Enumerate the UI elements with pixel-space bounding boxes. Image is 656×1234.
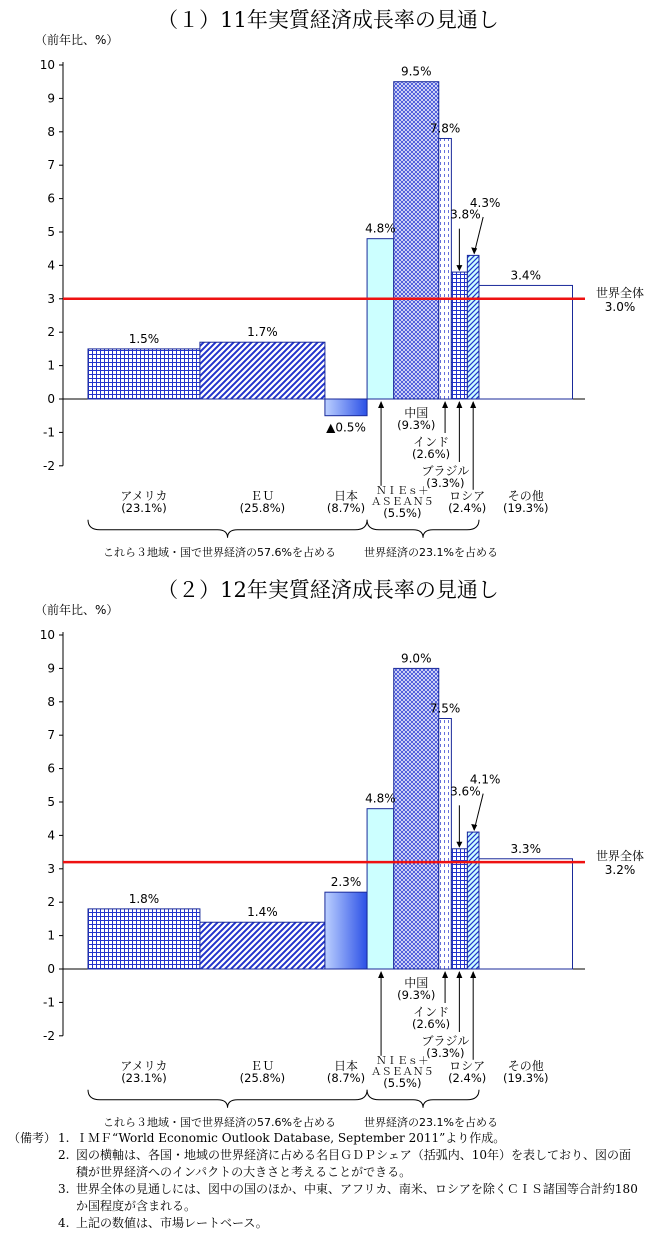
category-label-us: アメリカ [120, 1058, 168, 1073]
category-share-ru: (2.4%) [448, 500, 487, 515]
data-label-eu: 1.7% [247, 325, 278, 340]
arrow-ru-label [474, 217, 483, 253]
category-label-jp: 日本 [333, 488, 359, 503]
y-tick-label: 8 [47, 124, 55, 139]
category-share-in: (2.6%) [411, 447, 451, 461]
category-label-eu: ＥＵ [250, 1058, 275, 1073]
arrowhead [378, 401, 384, 408]
data-label-ru: 4.3% [469, 195, 501, 210]
y-tick-label: 2 [47, 895, 55, 910]
category-share-eu: (25.8%) [239, 1070, 286, 1085]
category-share-nies: (5.5%) [383, 505, 422, 520]
category-label-jp: 日本 [333, 1058, 359, 1073]
arrowhead [471, 824, 477, 831]
bar-in [439, 138, 452, 399]
group-note-left: これら３地域・国で世界経済の57.6%を占める [103, 1115, 337, 1129]
arrowhead [456, 401, 462, 408]
category-label-nies: ＮＩＥｓ＋ [376, 1054, 429, 1067]
category-label-cn: 中国 [404, 406, 429, 420]
y-tick-label: -2 [43, 458, 55, 473]
notes-label: （備考） [8, 1131, 57, 1145]
category-share-br: (3.3%) [426, 1046, 465, 1060]
y-tick-label: -2 [43, 1028, 55, 1043]
bar-in [439, 719, 452, 970]
category-share-jp: (8.7%) [326, 500, 366, 515]
note-text: 図の横軸は、各国・地域の世界経済に占める名目ＧＤＰシェア（括弧内、10年）を表しており、図の面積が世界経済へのインパクトの大きさと考えることができる。 [76, 1148, 632, 1179]
category-share-nies: (5.5%) [383, 1075, 422, 1090]
category-label-ru: ロシア [449, 1058, 486, 1073]
data-label-in: 7.8% [429, 121, 461, 136]
category-share-jp: (8.7%) [326, 1070, 366, 1085]
bar-jp [325, 399, 367, 416]
data-label-br: 3.8% [450, 207, 481, 222]
category-share-cn: (9.3%) [397, 988, 436, 1002]
category-share-other: (19.3%) [502, 1070, 549, 1085]
group-note-right: 世界経済の23.1%を占める [364, 545, 499, 559]
world-average-value: 3.0% [604, 299, 636, 314]
data-label-other: 3.3% [510, 841, 541, 856]
world-average-value: 3.2% [604, 863, 636, 878]
note-item [58, 1147, 648, 1181]
data-label-us: 1.8% [128, 891, 160, 906]
arrowhead [442, 971, 448, 978]
bar-us [88, 909, 200, 969]
y-tick-label: 5 [47, 795, 55, 809]
y-tick-label: 2 [47, 325, 55, 340]
category-share-us: (23.1%) [121, 500, 167, 515]
data-label-ru: 4.1% [469, 772, 501, 787]
data-label-cn: 9.0% [400, 651, 432, 666]
arrow-ru-label [474, 794, 483, 830]
data-label-us: 1.5% [128, 331, 160, 346]
category-label-eu: ＥＵ [250, 488, 275, 503]
data-label-cn: 9.5% [400, 64, 432, 79]
data-label-other: 3.4% [510, 268, 541, 283]
note-number: 2. [58, 1148, 70, 1162]
bar-nies [367, 239, 394, 399]
data-label-in: 7.5% [429, 701, 461, 716]
category-label-in: インド [413, 1005, 450, 1019]
brace-left [88, 1090, 367, 1108]
data-label-jp: 2.3% [330, 875, 362, 890]
arrowhead [442, 401, 448, 408]
y-tick-label: 6 [47, 191, 55, 206]
category-share-eu: (25.8%) [239, 500, 286, 515]
category-share-in: (2.6%) [411, 1017, 451, 1031]
category-share-cn: (9.3%) [397, 418, 436, 432]
y-tick-label: 10 [39, 58, 55, 72]
category-label-br: ブラジル [421, 1034, 470, 1048]
y-tick-label: 4 [47, 828, 55, 843]
category-share-br: (3.3%) [426, 476, 465, 490]
chart-2-title: （２）12年実質経済成長率の見通し [157, 578, 499, 602]
category-label-cn: 中国 [404, 976, 429, 990]
category-label-other: その他 [507, 1058, 544, 1073]
data-label-br: 3.6% [450, 784, 481, 799]
brace-right [367, 520, 479, 538]
world-average-label: 世界全体 [595, 849, 645, 864]
y-tick-label: 4 [47, 258, 55, 273]
bar-eu [200, 342, 325, 399]
category-share-us: (23.1%) [121, 1070, 167, 1085]
note-number: 3. [58, 1182, 70, 1196]
note-item [58, 1181, 648, 1215]
y-tick-label: 8 [47, 694, 55, 709]
group-note-right: 世界経済の23.1%を占める [364, 1115, 499, 1129]
y-tick-label: 1 [47, 928, 55, 943]
chart-1-title: （１）11年実質経済成長率の見通し [157, 8, 499, 32]
y-tick-label: 3 [47, 291, 55, 306]
category-share-other: (19.3%) [502, 500, 549, 515]
bar-other [479, 859, 573, 969]
note-text: 上記の数値は、市場レートベース。 [76, 1216, 268, 1230]
chart-2 [0, 600, 656, 1140]
brace-left [88, 520, 367, 538]
category-label-nies: ＮＩＥｓ＋ [376, 484, 429, 497]
note-item [58, 1215, 648, 1232]
arrowhead [378, 971, 384, 978]
arrowhead [456, 971, 462, 978]
y-tick-label: 1 [47, 358, 55, 373]
y-tick-label: 6 [47, 761, 55, 776]
chart-1 [0, 30, 656, 570]
data-label-nies: 4.8% [365, 221, 396, 236]
note-number: 4. [58, 1216, 70, 1230]
category-label-nies-2: ＡＳＥＡＮ５ [370, 495, 434, 508]
category-label-in: インド [413, 435, 450, 449]
y-tick-label: -1 [43, 425, 55, 440]
brace-right [367, 1090, 479, 1108]
bar-jp [325, 892, 367, 969]
arrowhead [456, 842, 462, 848]
bar-other [479, 285, 573, 399]
y-axis-label: （前年比、%） [35, 603, 119, 617]
category-label-br: ブラジル [421, 464, 470, 478]
bar-us [88, 349, 200, 399]
y-tick-label: 5 [47, 225, 55, 239]
bar-ru [467, 255, 479, 399]
y-tick-label: 3 [47, 861, 55, 876]
group-note-left: これら３地域・国で世界経済の57.6%を占める [103, 545, 337, 559]
y-tick-label: 0 [47, 962, 55, 976]
category-share-ru: (2.4%) [448, 1070, 487, 1085]
note-text: ＩＭＦ“World Economic Outlook Database, September 2011”より作成。 [76, 1131, 506, 1145]
y-tick-label: 10 [39, 628, 55, 642]
arrowhead [456, 265, 462, 271]
note-text: 世界全体の見通しには、図中の国のほか、中東、アフリカ、南米、ロシアを除くＣＩＳ諸国等合計約180か国程度が含まれる。 [76, 1182, 638, 1213]
category-label-other: その他 [507, 488, 544, 503]
bar-nies [367, 809, 394, 969]
category-label-nies-2: ＡＳＥＡＮ５ [370, 1065, 434, 1078]
category-label-us: アメリカ [120, 488, 168, 503]
data-label-eu: 1.4% [247, 905, 278, 920]
y-tick-label: 9 [47, 661, 55, 676]
arrowhead [470, 401, 476, 408]
data-label-nies: 4.8% [365, 791, 396, 806]
y-tick-label: 7 [47, 158, 55, 173]
world-average-label: 世界全体 [595, 285, 645, 300]
arrowhead [470, 971, 476, 978]
bar-ru [467, 832, 479, 969]
note-item [58, 1130, 648, 1147]
note-number: 1. [58, 1131, 70, 1145]
bar-br [451, 272, 467, 399]
y-axis-label: （前年比、%） [35, 33, 119, 47]
y-tick-label: 7 [47, 728, 55, 743]
y-tick-label: -1 [43, 995, 55, 1010]
data-label-jp: ▲0.5% [326, 420, 366, 435]
y-tick-label: 0 [47, 392, 55, 406]
bar-eu [200, 922, 325, 969]
y-tick-label: 9 [47, 91, 55, 106]
category-label-ru: ロシア [449, 488, 486, 503]
arrowhead [471, 247, 477, 254]
bar-br [451, 849, 467, 969]
